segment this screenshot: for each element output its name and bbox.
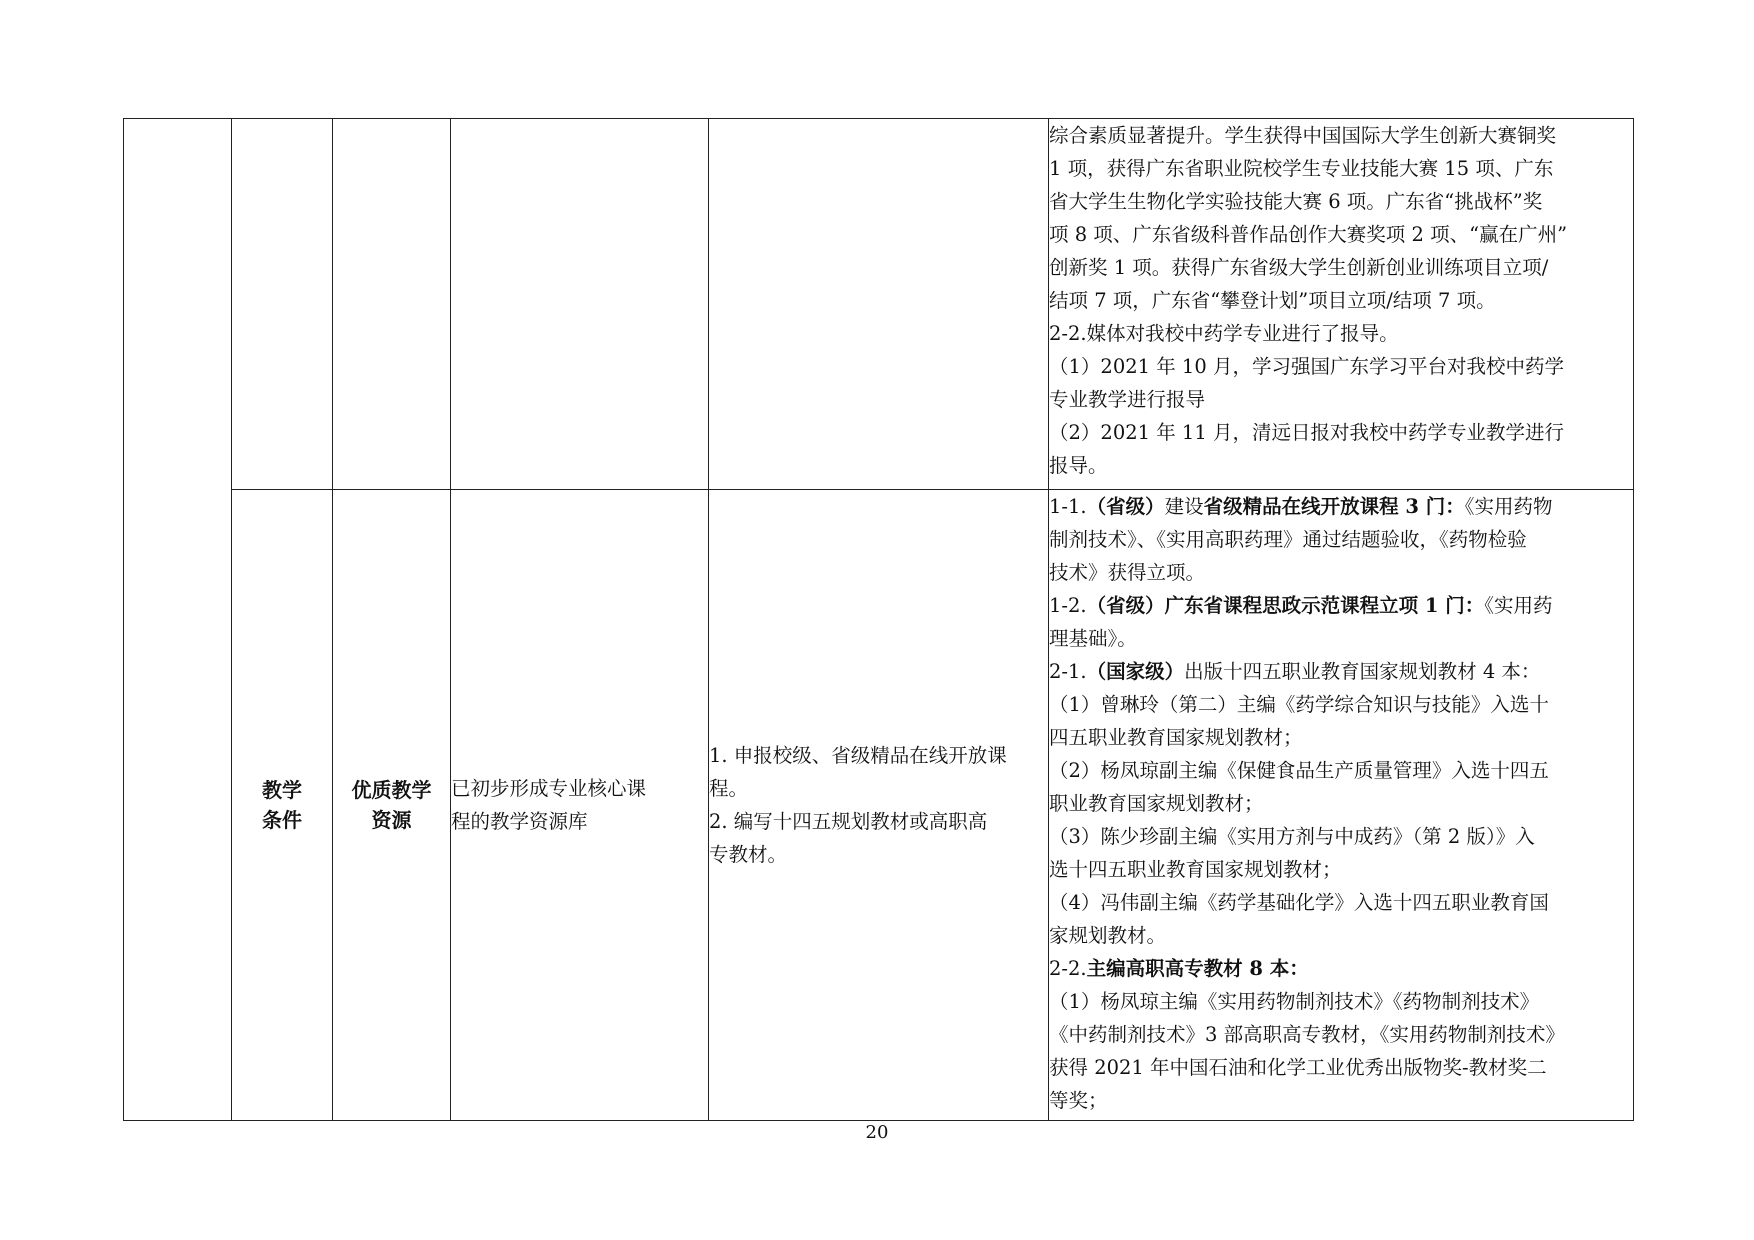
text-line: 综合素质显著提升。学生获得中国国际大学生创新大赛铜奖 [1049,124,1557,147]
text-line: （2）2021 年 11 月，清远日报对我校中药学专业教学进行 [1049,421,1564,444]
page-number: 20 [865,1122,889,1143]
text-line: 2. 编写十四五规划教材或高职高 [709,810,988,833]
table-row [124,490,1634,1121]
results-cell [1049,119,1634,490]
text-line: 结项 7 项，广东省“攀登计划”项目立项/结项 7 项。 [1049,289,1496,312]
empty-cell-col1 [232,119,333,490]
bold-text: 主编高职高专教材 8 本： [1086,957,1309,980]
text-span: 2-2. [1049,957,1087,980]
text-line: 家规划教材。 [1049,924,1167,947]
empty-cell-col3 [451,119,709,490]
empty-cell-col2 [333,119,451,490]
text-line: 《中药制剂技术》3 部高职高专教材，《实用药物制剂技术》 [1049,1023,1565,1046]
text-line: 专业教学进行报导 [1049,388,1206,411]
text-line: 创新奖 1 项。获得广东省级大学生创新创业训练项目立项/ [1049,256,1549,279]
text-line: 2-2.媒体对我校中药学专业进行了报导。 [1049,322,1399,345]
text-line: （2）杨凤琼副主编《保健食品生产质量管理》入选十四五 [1049,759,1549,782]
results-cell [1049,490,1634,1121]
text-line: 程。 [709,777,749,800]
text-line: 四五职业教育国家规划教材； [1049,726,1303,749]
text-line: 获得 2021 年中国石油和化学工业优秀出版物奖-教材奖二 [1049,1056,1547,1079]
text-line: 1. 申报校级、省级精品在线开放课 [709,744,1007,767]
text-line: （3）陈少珍副主编《实用方剂与中成药》（第 2 版）》入 [1049,825,1535,848]
baseline-cell [451,490,709,1121]
text-line: 职业教育国家规划教材； [1049,792,1264,815]
text-line: 程的教学资源库 [451,810,588,833]
bold-text: （国家级） [1086,660,1185,683]
text-line: （1）曾琳玲（第二）主编《药学综合知识与技能》入选十 [1049,693,1549,716]
targets-cell [709,490,1049,1121]
text-line: 1 项，获得广东省职业院校学生专业技能大赛 15 项、广东 [1049,157,1554,180]
text-line: 技术》获得立项。 [1049,561,1206,584]
text-line: 报导。 [1049,454,1108,477]
category-line: 教学 [262,778,302,802]
text-line: 选十四五职业教育国家规划教材； [1049,858,1342,881]
bold-text: （省级）广东省课程思政示范课程立项 1 门： [1086,594,1485,617]
text-span: 2-1. [1049,660,1087,683]
category-line: 条件 [262,808,302,832]
text-line [1049,952,1633,985]
text-line [1049,655,1633,688]
text-span: 1-2. [1049,594,1087,617]
subcategory-line: 资源 [371,808,412,832]
subcategory-line: 优质教学 [351,778,432,802]
bold-text: 省级精品在线开放课程 3 门： [1203,495,1465,518]
text-line: 等奖； [1049,1089,1108,1112]
text-line [1049,589,1633,622]
empty-cell-col4 [709,119,1049,490]
text-span: 《实用药物 [1464,495,1553,518]
text-line: 制剂技术》、《实用高职药理》通过结题验收，《药物检验 [1049,528,1527,551]
category-cell [232,490,333,1121]
text-line: 省大学生生物化学实验技能大赛 6 项。广东省“挑战杯”奖 [1049,190,1543,213]
text-span: 出版十四五职业教育国家规划教材 4 本： [1184,660,1541,683]
text-line [1049,490,1633,523]
text-line: 专教材。 [709,843,788,866]
bold-text: （省级） [1086,495,1165,518]
empty-cell-col0 [124,119,232,1121]
table-row [124,119,1634,490]
text-line: （4）冯伟副主编《药学基础化学》入选十四五职业教育国 [1049,891,1549,914]
text-span: 《实用药 [1484,594,1553,617]
text-line: （1）2021 年 10 月，学习强国广东学习平台对我校中药学 [1049,355,1564,378]
text-line: 项 8 项、广东省级科普作品创作大赛奖项 2 项、“赢在广州” [1049,223,1568,246]
text-span: 建设 [1164,495,1204,518]
subcategory-cell [333,490,451,1121]
text-line: （1）杨凤琼主编《实用药物制剂技术》《药物制剂技术》 [1049,990,1540,1013]
text-span: 1-1. [1049,495,1087,518]
content-table [123,118,1634,1121]
text-line: 已初步形成专业核心课 [451,777,647,800]
text-line: 理基础》。 [1049,627,1137,650]
